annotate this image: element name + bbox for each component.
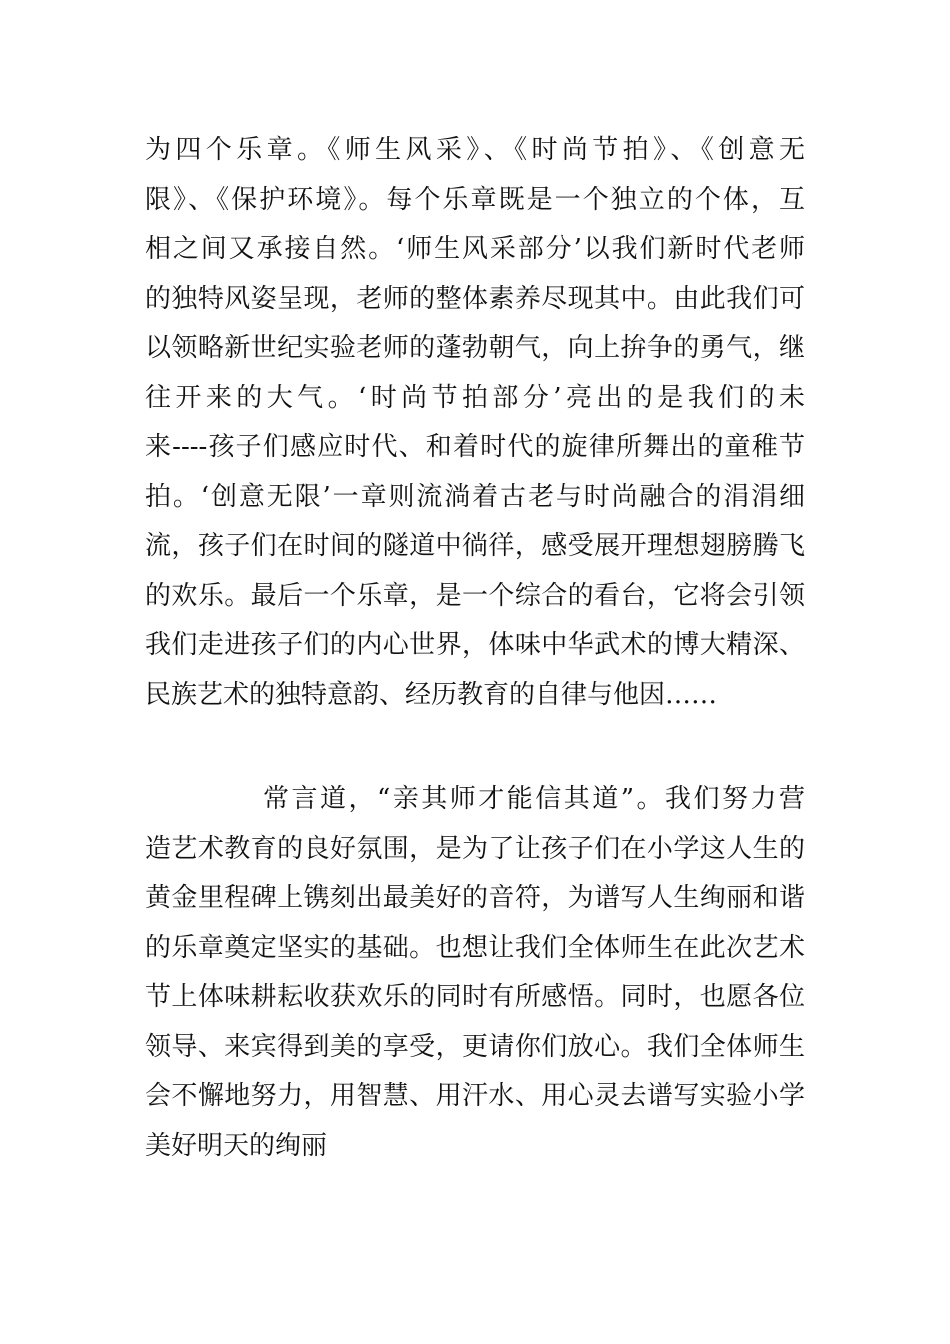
text-line: 会不懈地努力，用智慧、用汗水、用心灵去谱写实验小学 xyxy=(145,1081,805,1111)
text-line: 民族艺术的独特意韵、经历教育的自律与他因…… xyxy=(145,679,718,710)
text-line: 来----孩子们感应时代、和着时代的旋律所舞出的童稚节 xyxy=(145,432,805,462)
text-line: 的乐章奠定坚实的基础。也想让我们全体师生在此次艺术 xyxy=(145,932,805,963)
text-line: 的欢乐。最后一个乐章，是一个综合的看台，它将会引领 xyxy=(145,580,805,611)
paragraph-closing xyxy=(145,775,805,1171)
text-line: 美好明天的绚丽 xyxy=(145,1130,328,1161)
text-line: 相之间又承接自然。‘师生风采部分’以我们新时代老师 xyxy=(145,234,805,264)
text-line: 往开来的大气。‘时尚节拍部分’亮出的是我们的未 xyxy=(145,382,805,413)
text-line: 以领略新世纪实验老师的蓬勃朝气，向上拚争的勇气，继 xyxy=(145,333,805,363)
text-line: 节上体味耕耘收获欢乐的同时有所感悟。同时，也愿各位 xyxy=(145,982,805,1012)
text-line: 黄金里程碑上镌刻出最美好的音符，为谱写人生绚丽和谐 xyxy=(145,883,805,913)
text-line: 的独特风姿呈现，老师的整体素养尽现其中。由此我们可 xyxy=(145,283,805,314)
text-line: 我们走进孩子们的内心世界，体味中华武术的博大精深、 xyxy=(145,630,805,660)
text-line: 流，孩子们在时间的隧道中徜徉，感受展开理想翅膀腾飞 xyxy=(145,531,805,561)
text-line: 拍。‘创意无限’一章则流淌着古老与时尚融合的涓涓细 xyxy=(145,481,805,512)
text-line: 为四个乐章。《师生风采》、《时尚节拍》、《创意无 xyxy=(145,135,805,165)
text-line: 造艺术教育的良好氛围，是为了让孩子们在小学这人生的 xyxy=(145,833,805,864)
paragraph-movements xyxy=(145,126,805,720)
text-line: 常言道，“亲其师才能信其道”。我们努力营 xyxy=(263,784,805,814)
text-line: 限》、《保护环境》。每个乐章既是一个独立的个体，互 xyxy=(145,184,805,215)
text-line: 领导、来宾得到美的享受，更请你们放心。我们全体师生 xyxy=(145,1031,805,1062)
